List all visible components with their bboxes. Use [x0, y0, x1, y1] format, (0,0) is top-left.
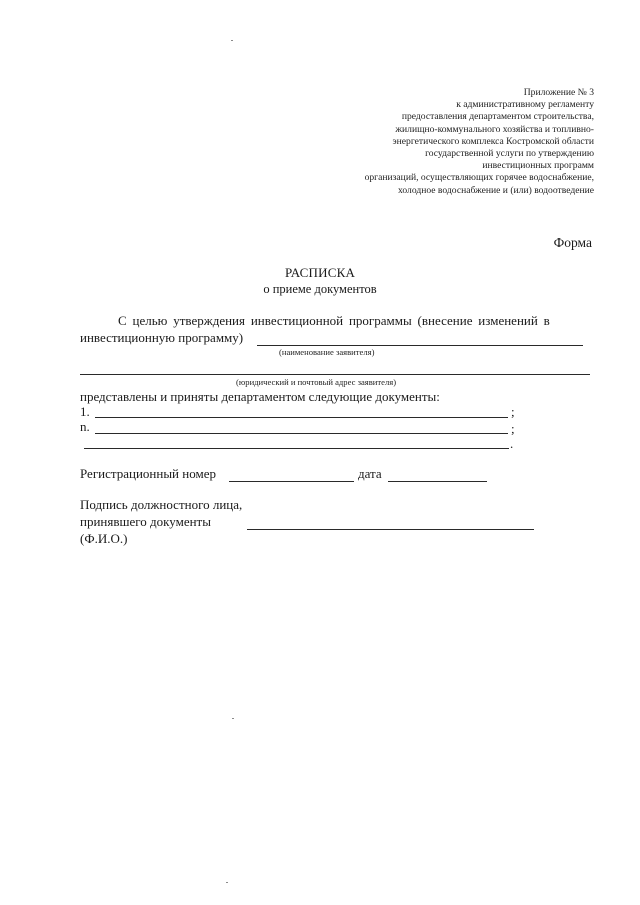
- scan-speck: [226, 882, 228, 883]
- item-1-semicolon: ;: [511, 404, 515, 419]
- applicant-name-field[interactable]: [257, 345, 583, 346]
- appendix-line: Приложение № 3: [523, 87, 594, 98]
- appendix-line: инвестиционных программ: [482, 160, 594, 172]
- applicant-address-caption: (юридический и почтовый адрес заявителя): [236, 377, 397, 387]
- signature-label-line-1: Подпись должностного лица,: [80, 497, 243, 512]
- date-label: дата: [358, 466, 382, 481]
- appendix-line: государственной услуги по утверждению: [425, 148, 594, 160]
- date-field[interactable]: [388, 481, 487, 482]
- paragraph-line-2: инвестиционную программу): [80, 330, 244, 345]
- appendix-line: предоставления департаментом строительства,: [401, 111, 594, 123]
- document-item-1-field[interactable]: [95, 417, 508, 418]
- form-label: Форма: [553, 235, 592, 250]
- signature-field[interactable]: [247, 529, 534, 530]
- appendix-line: энергетического комплекса Костромской области: [392, 135, 594, 147]
- document-item-n-field[interactable]: [95, 433, 508, 434]
- paragraph-line-1: С целью утверждения инвестиционной программы (внесение изменений в: [118, 313, 550, 328]
- document-title: РАСПИСКА: [284, 265, 356, 280]
- appendix-block: [294, 87, 594, 197]
- appendix-line: организаций, осуществляющих горячее водоснабжение,: [364, 172, 594, 184]
- signature-label-line-2: принявшего документы: [80, 514, 211, 529]
- appendix-line: жилищно-коммунального хозяйства и топливно-: [395, 123, 594, 135]
- document-item-last-field[interactable]: [84, 448, 509, 449]
- item-n-semicolon: ;: [511, 421, 515, 436]
- documents-intro: представлены и приняты департаментом следующие документы:: [80, 389, 440, 404]
- list-end-period: .: [510, 436, 514, 451]
- appendix-line: холодное водоснабжение и (или) водоотведение: [397, 184, 594, 196]
- applicant-name-caption: (наименование заявителя): [279, 347, 375, 357]
- applicant-address-field[interactable]: [80, 374, 590, 375]
- signature-label-line-3: (Ф.И.О.): [80, 531, 128, 546]
- registration-number-field[interactable]: [229, 481, 354, 482]
- appendix-line: к административному регламенту: [456, 99, 594, 111]
- document-subtitle: о приеме документов: [263, 282, 377, 296]
- item-1-number: 1.: [80, 404, 90, 419]
- scan-speck: [232, 718, 234, 719]
- scan-speck: [231, 40, 233, 41]
- item-n-number: n.: [80, 419, 90, 434]
- registration-number-label: Регистрационный номер: [80, 466, 216, 481]
